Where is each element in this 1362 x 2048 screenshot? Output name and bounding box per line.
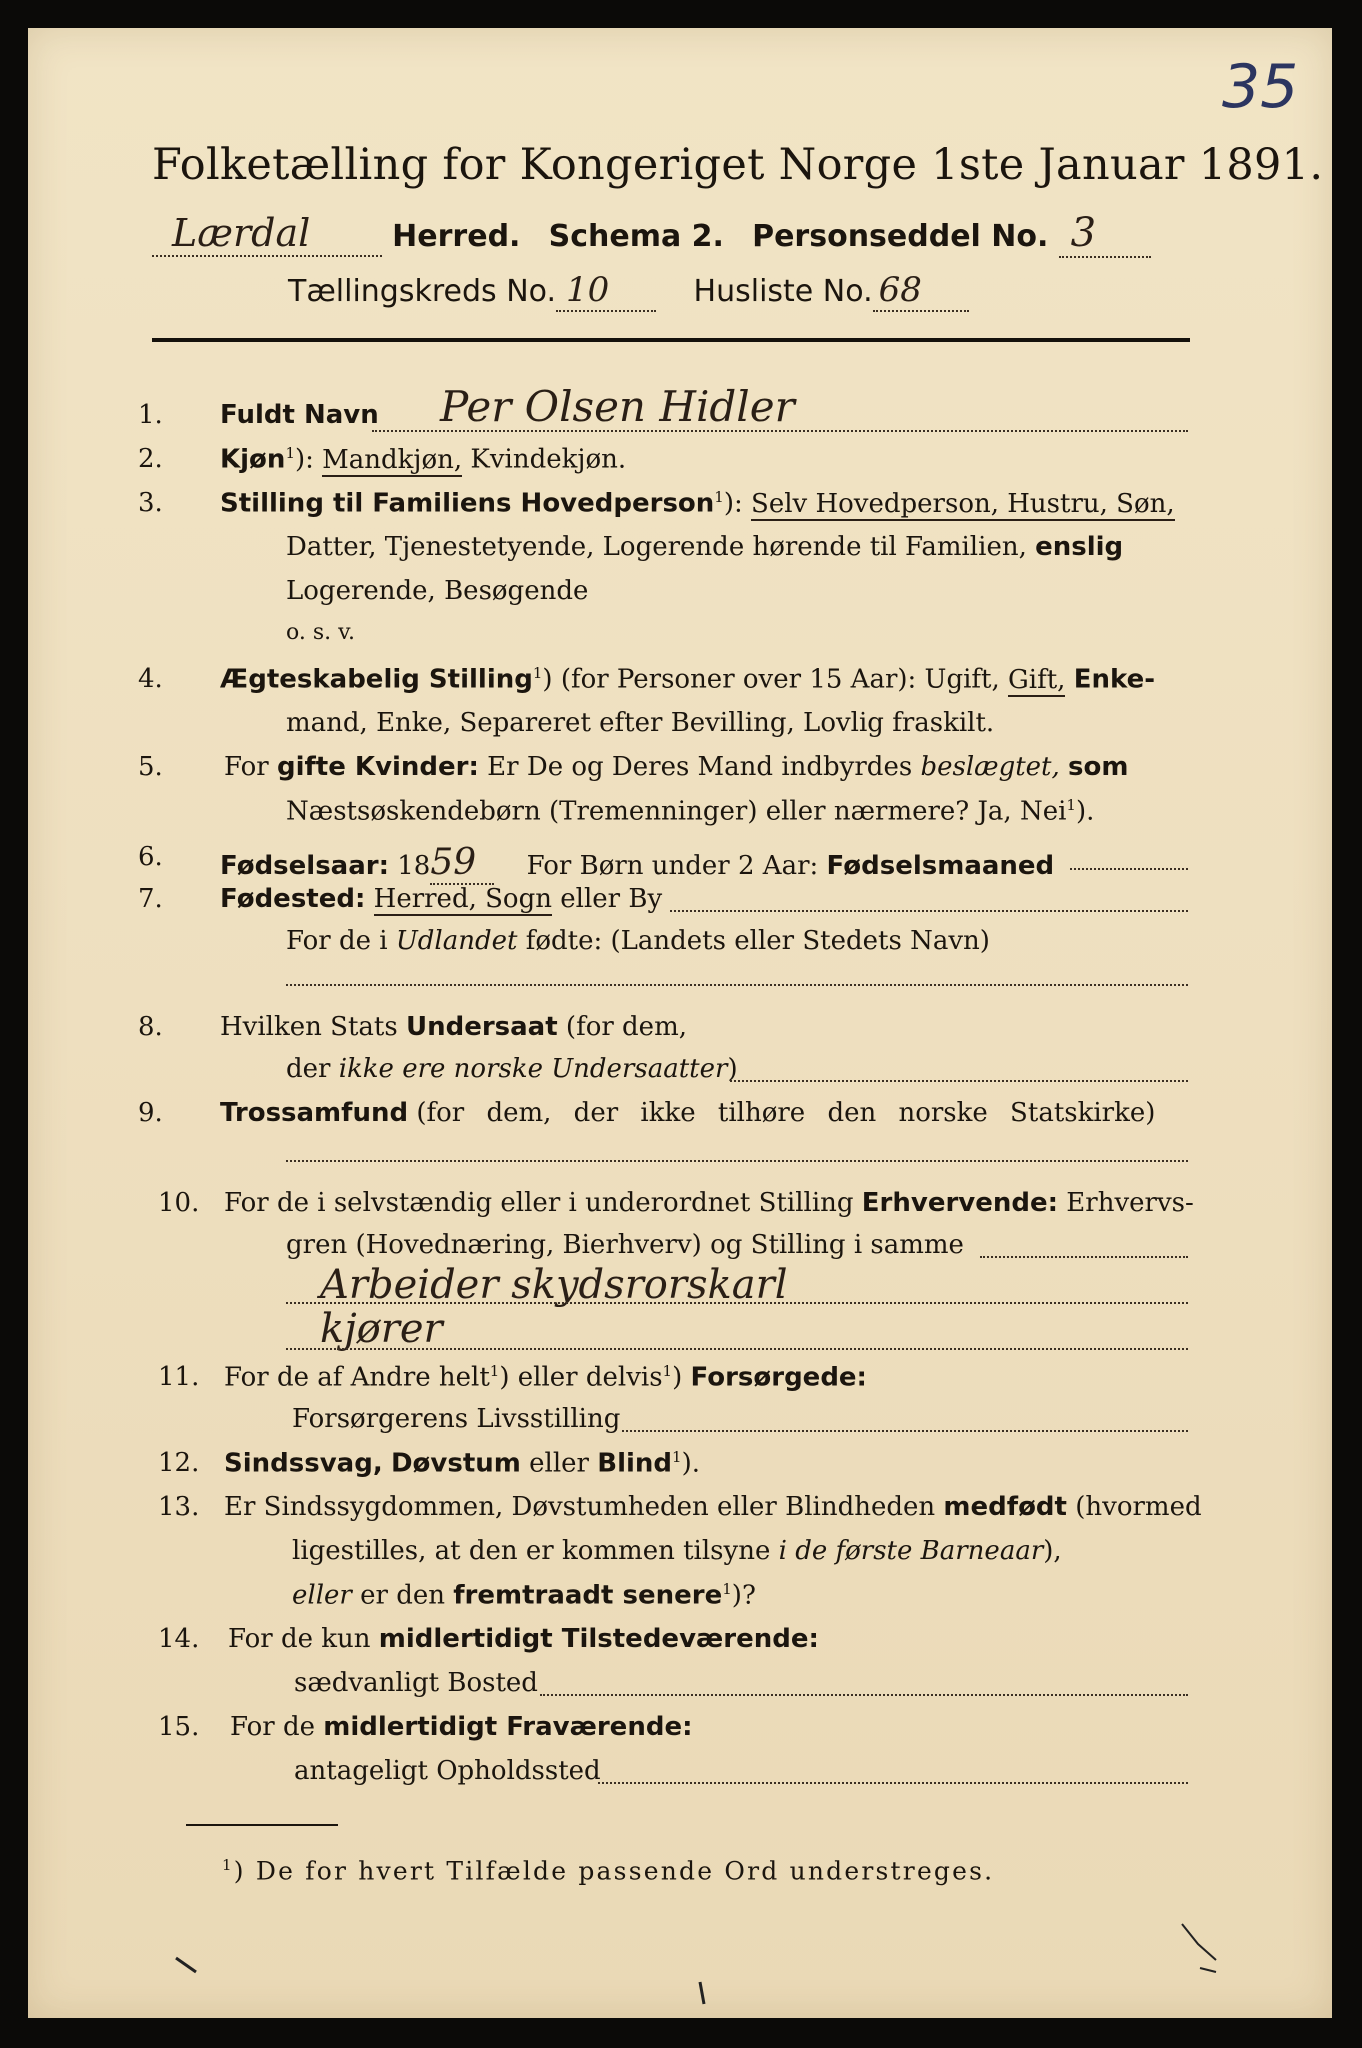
field-5-line-2: Næstsøskendebørn (Tremenninger) eller nærmere? Ja, Nei	[286, 796, 1067, 827]
field-15-lead: For de	[230, 1712, 315, 1742]
field-6-year-value: 59	[430, 842, 494, 885]
field-6-label-2: Fødselsmaaned	[826, 851, 1055, 881]
field-10-line-2: gren (Hovednæring, Bierhverv) og Stilling i samme	[286, 1230, 964, 1260]
field-8-number: 8.	[138, 1012, 163, 1042]
form-title: Folketælling for Kongeriget Norge 1ste Januar 1891.	[152, 140, 1324, 190]
field-8-line-1-b: (for dem,	[565, 1012, 687, 1042]
field-11-line-2: Forsørgerens Livsstilling	[292, 1404, 621, 1434]
field-5-label: gifte Kvinder:	[276, 752, 479, 782]
field-13-line-3-b: er den	[360, 1580, 445, 1611]
field-10-label: Erhvervende:	[861, 1188, 1059, 1218]
husliste-label: Husliste No.	[693, 274, 873, 309]
field-12-end: ).	[681, 1448, 700, 1479]
field-2-option-mandkjon: Mandkjøn,	[322, 444, 463, 475]
field-14-number: 14.	[158, 1624, 200, 1654]
kreds-number: 10	[556, 270, 656, 312]
field-12-footnote-mark: 1	[672, 1448, 682, 1466]
field-7-udlandet: Udlandet	[395, 926, 518, 956]
field-13-line-2-c: ),	[1043, 1536, 1062, 1566]
field-4-line-2: mand, Enke, Separeret efter Bevilling, Lovlig fraskilt.	[286, 708, 995, 738]
field-9-label: Trossamfund	[220, 1098, 409, 1128]
personseddel-number: 3	[1059, 210, 1151, 258]
field-10-value-2: kjører	[320, 1306, 443, 1352]
field-5-end: ).	[1075, 796, 1095, 827]
field-11-footnote-mark-2: 1	[662, 1362, 673, 1380]
field-13-line-1-b: (hvormed	[1075, 1492, 1202, 1522]
field-7-label: Fødested:	[220, 884, 366, 914]
field-10-value-1: Arbeider skydsrorskarl	[320, 1262, 788, 1308]
field-4-number: 4.	[138, 664, 163, 694]
field-8-line-1-a: Hvilken Stats	[220, 1012, 398, 1042]
field-3-colon: ):	[723, 488, 743, 519]
field-14-label: midlertidigt Tilstedeværende:	[378, 1624, 819, 1654]
field-12-label-2: Døvstum	[390, 1448, 521, 1479]
field-3-line-4: o. s. v.	[286, 620, 355, 645]
herred-name: Lærdal	[152, 211, 382, 257]
field-7-line-2-c: fødte: (Landets eller Stedets Navn)	[525, 926, 990, 956]
kreds-label: Tællingskreds No.	[288, 274, 556, 309]
field-13-footnote-mark: 1	[722, 1580, 732, 1598]
field-12-label-3: Blind	[597, 1448, 673, 1479]
field-4-option-gift: Gift,	[1008, 664, 1066, 695]
field-11-label: Forsørgede:	[690, 1362, 867, 1393]
field-5-som: som	[1068, 752, 1129, 782]
field-13-line-2-a: ligestilles, at den er kommen tilsyne	[292, 1536, 771, 1566]
field-1-label: Fuldt Navn	[220, 400, 379, 430]
field-5-lead: For	[224, 752, 269, 782]
field-14-line-2: sædvanligt Bosted	[294, 1668, 538, 1698]
field-15-label: midlertidigt Fraværende:	[323, 1712, 693, 1742]
herred-label: Herred.	[392, 219, 521, 254]
field-10-line-1-b: Erhvervs-	[1066, 1188, 1194, 1218]
field-4-line-1: ) (for Personer over 15 Aar): Ugift,	[542, 664, 1000, 695]
field-15-line-2: antageligt Opholdssted	[294, 1756, 601, 1786]
field-12-mid: eller	[529, 1448, 589, 1479]
field-15-number: 15.	[158, 1712, 200, 1742]
field-7-rest: eller By	[560, 884, 663, 914]
field-3-footnote-mark: 1	[714, 488, 724, 506]
footnote-mark: 1	[222, 1856, 234, 1874]
personseddel-label: Personseddel No.	[752, 219, 1049, 254]
field-3-label: Stilling til Familiens Hovedperson	[220, 488, 715, 519]
field-2-option-kvindekjon: Kvindekjøn.	[470, 444, 627, 475]
field-3-enslig: enslig	[1035, 532, 1124, 562]
field-11-line-1-a: For de af Andre helt	[224, 1362, 490, 1393]
field-13-line-1-a: Er Sindssygdommen, Døvstumheden eller Blindheden	[224, 1492, 936, 1522]
field-10-line-1-a: For de i selvstændig eller i underordnet Stilling	[224, 1188, 854, 1218]
field-6-label: Fødselsaar:	[220, 851, 389, 881]
field-7-option-herred-sogn: Herred, Sogn	[373, 884, 552, 914]
field-1-number: 1.	[138, 400, 163, 430]
field-8-line-2-b: ikke ere norske Undersaatter	[338, 1054, 728, 1084]
field-6-mid: For Børn under 2 Aar:	[526, 851, 819, 881]
field-12-label-1: Sindssvag,	[224, 1448, 383, 1479]
field-4-option-enke: Enke-	[1073, 664, 1155, 695]
field-13-line-3-c: fremtraadt senere	[453, 1580, 723, 1611]
field-1-value: Per Olsen Hidler	[440, 382, 795, 431]
field-13-label: medfødt	[943, 1492, 1067, 1522]
schema-label: Schema 2.	[548, 219, 724, 254]
field-4-footnote-mark: 1	[532, 664, 543, 682]
field-9-number: 9.	[138, 1098, 163, 1128]
field-13-line-2-b: i de første Barneaar	[778, 1536, 1044, 1566]
field-10-number: 10.	[158, 1188, 200, 1218]
field-5-number: 5.	[138, 752, 163, 782]
field-11-number: 11.	[158, 1362, 200, 1392]
husliste-number: 68	[873, 270, 969, 312]
field-14-lead: For de kun	[228, 1624, 371, 1654]
field-2-footnote-mark: 1	[285, 444, 295, 462]
field-13-line-3-d: )?	[731, 1580, 756, 1611]
field-13-number: 13.	[158, 1492, 200, 1522]
footnote-text: ) De for hvert Tilfælde passende Ord understreges.	[233, 1856, 995, 1886]
field-8-line-2-c: )	[727, 1054, 738, 1084]
field-8-label: Undersaat	[405, 1012, 558, 1042]
field-5-line-1: Er De og Deres Mand indbyrdes	[487, 752, 913, 782]
field-4-label: Ægteskabelig Stilling	[220, 664, 533, 695]
field-5-beslaegtet: beslægtet,	[920, 752, 1060, 782]
field-11-line-1-b: ) eller delvis	[499, 1362, 663, 1393]
field-3-line-2: Datter, Tjenestetyende, Logerende hørende til Familien,	[286, 532, 1027, 562]
field-3-line-3: Logerende, Besøgende	[286, 576, 589, 606]
field-11-footnote-mark-1: 1	[489, 1362, 500, 1380]
page-number: 35	[1222, 52, 1299, 122]
field-3-line-1: Selv Hovedperson, Hustru, Søn,	[751, 488, 1175, 519]
field-2-label: Kjøn	[220, 444, 286, 475]
field-3-number: 3.	[138, 488, 163, 518]
field-8-line-2-a: der	[286, 1054, 331, 1084]
field-9-rest: (for dem, der ikke tilhøre den norske Statskirke)	[416, 1098, 1156, 1128]
field-7-number: 7.	[138, 884, 163, 914]
field-2-colon: ):	[294, 444, 314, 475]
field-12-number: 12.	[158, 1448, 200, 1478]
field-5-footnote-mark: 1	[1066, 796, 1076, 814]
field-6-year-prefix: 18	[397, 851, 431, 881]
field-2-number: 2.	[138, 444, 163, 474]
field-13-line-3-a: eller	[292, 1580, 352, 1611]
field-11-line-1-c: )	[672, 1362, 683, 1393]
field-7-line-2-a: For de i	[286, 926, 388, 956]
field-6-number: 6.	[138, 842, 163, 872]
